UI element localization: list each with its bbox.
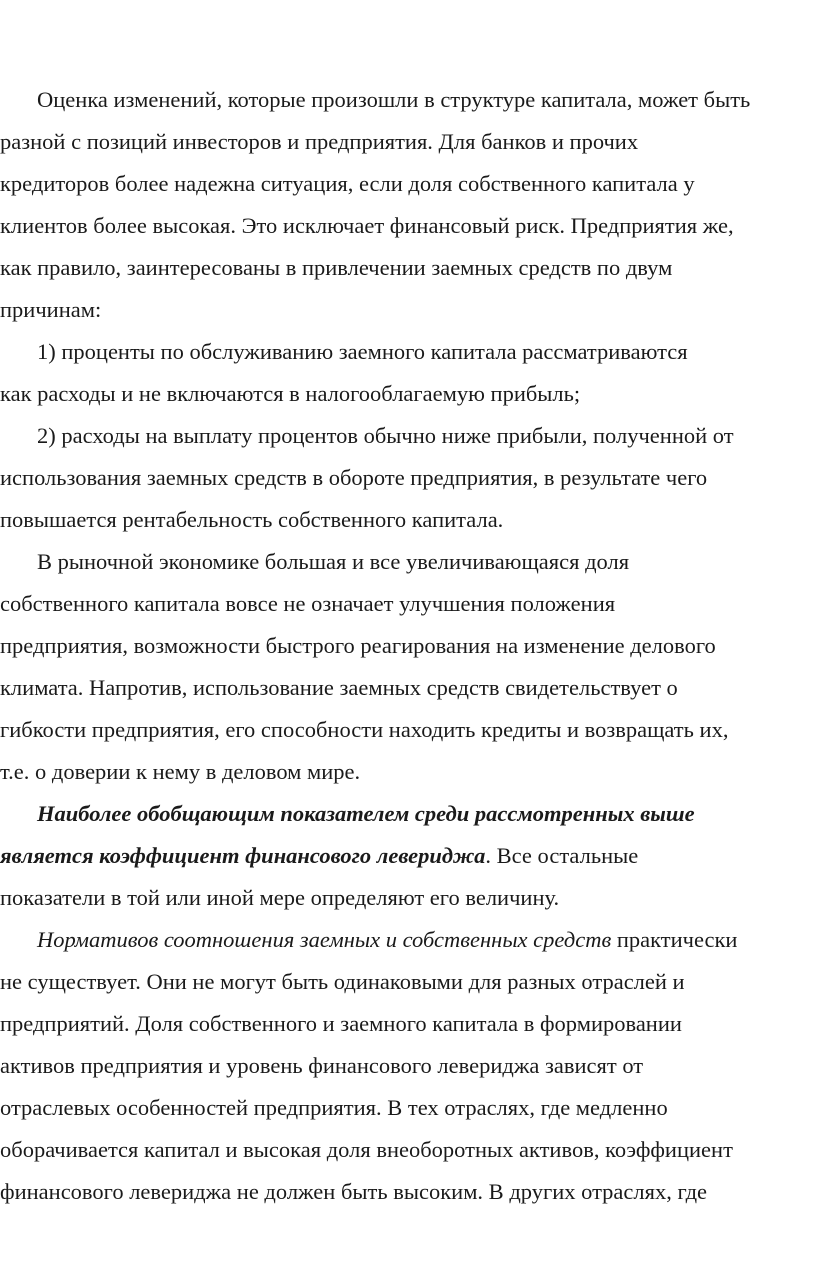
text-line: отраслевых особенностей предприятия. В тех отраслях, где медленно	[0, 1095, 668, 1120]
text-line: кредиторов более надежна ситуация, если доля собственного капитала у	[0, 171, 695, 196]
paragraph-capital-structure	[0, 79, 816, 331]
text-line: оборачивается капитал и высокая доля внеоборотных активов, коэффициент	[0, 1137, 733, 1162]
text-line	[0, 793, 816, 835]
text-line: собственного капитала вовсе не означает улучшения положения	[0, 591, 616, 616]
paragraph-leverage-indicator	[0, 793, 816, 919]
text-line	[0, 919, 816, 961]
paragraph-market-economy	[0, 541, 816, 793]
text-line: показатели в той или иной мере определяют его величину.	[0, 885, 560, 910]
emphasis-text: является коэффициент финансового левериджа	[0, 843, 486, 868]
text-line: Оценка изменений, которые произошли в структуре капитала, может быть	[37, 87, 751, 112]
text-line: разной с позиций инвесторов и предприятия. Для банков и прочих	[0, 129, 639, 154]
paragraph-norms	[0, 919, 816, 1213]
text-line: предприятий. Доля собственного и заемного капитала в формировании	[0, 1011, 682, 1036]
text-line: использования заемных средств в обороте предприятия, в результате чего	[0, 465, 708, 490]
paragraph-reason-1	[0, 331, 816, 415]
text-run: практически	[611, 927, 738, 952]
text-line: 2) расходы на выплату процентов обычно ниже прибыли, полученной от	[37, 423, 734, 448]
text-line: финансового левериджа не должен быть высоким. В других отраслях, где	[0, 1179, 708, 1204]
text-line: гибкости предприятия, его способности находить кредиты и возвращать их,	[0, 717, 729, 742]
text-line: как правило, заинтересованы в привлечении заемных средств по двум	[0, 255, 673, 280]
document-page	[0, 79, 816, 1213]
text-line: В рыночной экономике большая и все увеличивающаяся доля	[37, 549, 630, 574]
text-line: клиентов более высокая. Это исключает финансовый риск. Предприятия же,	[0, 213, 734, 238]
text-line: 1) проценты по обслуживанию заемного капитала рассматриваются	[37, 339, 688, 364]
text-run: . Все остальные	[485, 843, 639, 868]
text-line: повышается рентабельность собственного капитала.	[0, 507, 504, 532]
italic-text: Нормативов соотношения заемных и собственных средств	[37, 927, 612, 952]
text-line: не существует. Они не могут быть одинаковыми для разных отраслей и	[0, 969, 685, 994]
text-line: климата. Напротив, использование заемных средств свидетельствует о	[0, 675, 678, 700]
text-line: активов предприятия и уровень финансового левериджа зависят от	[0, 1053, 644, 1078]
text-line: т.е. о доверии к нему в деловом мире.	[0, 759, 361, 784]
text-line	[0, 835, 816, 877]
emphasis-text: Наиболее обобщающим показателем среди рассмотренных выше	[37, 801, 695, 826]
text-line: причинам:	[0, 297, 102, 322]
paragraph-reason-2	[0, 415, 816, 541]
text-line: как расходы и не включаются в налогооблагаемую прибыль;	[0, 381, 581, 406]
text-line: предприятия, возможности быстрого реагирования на изменение делового	[0, 633, 716, 658]
